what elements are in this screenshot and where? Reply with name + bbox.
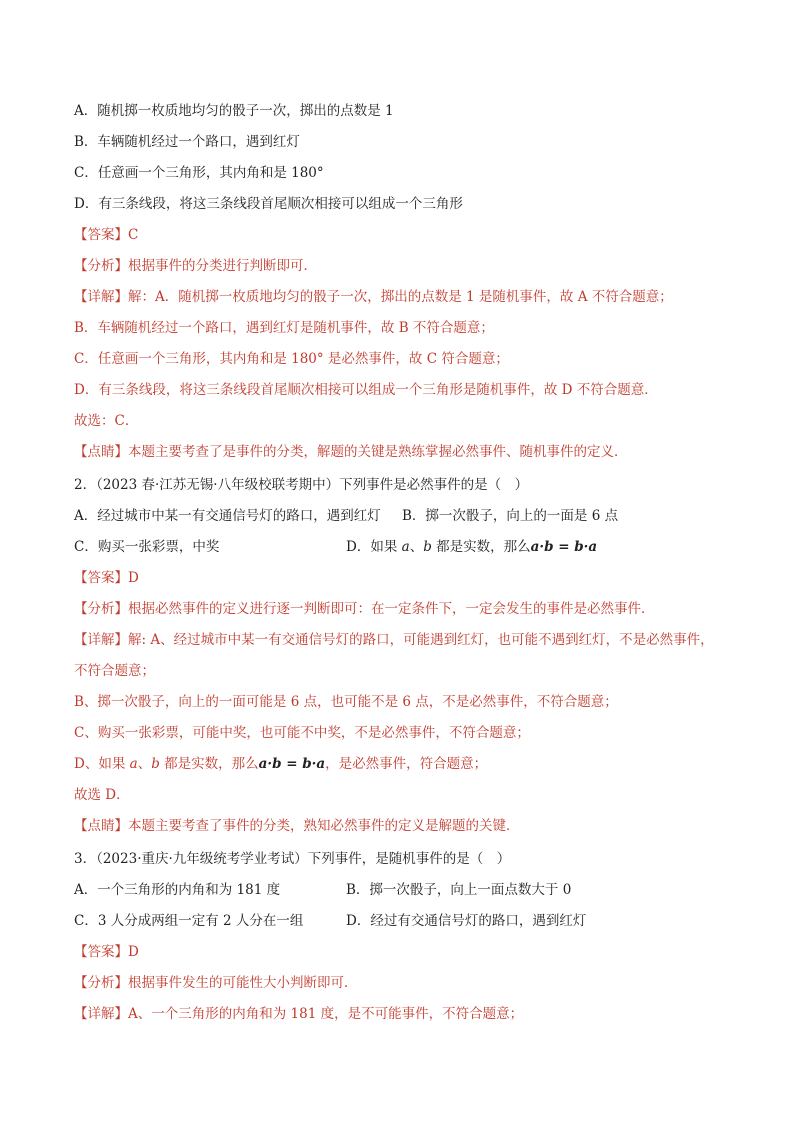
var-b: b: [151, 756, 160, 772]
q3-options-row-1: [74, 880, 734, 900]
q3-analysis: [74, 973, 734, 993]
q3-answer: [74, 942, 734, 962]
detail-tag: 【详解】: [74, 289, 128, 305]
analysis-text: 根据事件发生的可能性大小判断即可．: [128, 975, 358, 991]
q3-stem: 3．（2023·重庆·九年级统考学业考试）下列事件，是随机事件的是（ ）: [74, 851, 511, 867]
answer-tag: 【答案】: [74, 944, 128, 960]
q2-option-a: A．经过城市中某一有交通信号灯的路口，遇到红灯: [74, 508, 381, 524]
q2-options-row-1: [74, 506, 734, 526]
answer-tag: 【答案】: [74, 570, 128, 586]
detail-text: 解：A．随机掷一枚质地均匀的骰子一次，掷出的点数是 1 是随机事件，故 A 不符合题意；: [128, 289, 673, 305]
q2-comment: [74, 816, 734, 836]
analysis-tag: 【分析】: [74, 975, 128, 991]
formula: a·b = b·a: [530, 539, 598, 555]
q3-detail-line-1: [74, 1004, 734, 1024]
q1-detail-line-2: B．车辆随机经过一个路口，遇到红灯是随机事件，故 B 不符合题意；: [74, 320, 494, 336]
q2-detail-line-3: C、购买一张彩票，可能中奖，也可能不中奖，不是必然事件，不符合题意；: [74, 725, 530, 741]
q1-detail-line-3: C．任意画一个三角形，其内角和是 180° 是必然事件，故 C 符合题意；: [74, 351, 509, 367]
var-b: b: [423, 539, 432, 555]
q1-choose: 故选：C．: [74, 413, 139, 429]
q3-option-c: C．3 人分成两组一定有 2 人分在一组: [74, 913, 304, 929]
q2-choose: 故选 D．: [74, 787, 130, 803]
detail-text: A、一个三角形的内角和为 181 度，是不可能事件，不符合题意；: [128, 1006, 524, 1022]
var-a: a: [401, 539, 410, 555]
q3-option-d: D．经过有交通信号灯的路口，遇到红灯: [346, 913, 587, 929]
analysis-text: 根据事件的分类进行判断即可．: [128, 258, 317, 274]
detail-d-prefix: D、如果: [74, 756, 130, 772]
q2-stem: 2．（2023 春·江苏无锡·八年级校联考期中）下列事件是必然事件的是（ ）: [74, 477, 529, 493]
answer-value: C: [128, 227, 139, 243]
answer-value: D: [128, 570, 139, 586]
comment-text: 本题主要考查了是事件的分类，解题的关键是熟练掌握必然事件、随机事件的定义．: [128, 444, 628, 460]
comment-tag: 【点睛】: [74, 444, 128, 460]
answer-value: D: [128, 944, 139, 960]
q1-option-c: C．任意画一个三角形，其内角和是 180°: [74, 165, 324, 181]
q2-detail-line-1b: 不符合题意；: [74, 663, 155, 679]
answer-tag: 【答案】: [74, 227, 128, 243]
q2-detail-line-2: B、掷一次骰子，向上的一面可能是 6 点，也可能不是 6 点，不是必然事件，不符合题意；: [74, 694, 618, 710]
var-a: a: [129, 756, 138, 772]
q2-option-c: C．购买一张彩票，中奖: [74, 539, 220, 555]
q1-option-a: A．随机掷一枚质地均匀的骰子一次，掷出的点数是 1: [74, 103, 394, 119]
formula: a·b = b·a: [258, 756, 326, 772]
option-d-mid: 都是实数，那么: [431, 539, 531, 555]
comment-tag: 【点睛】: [74, 818, 128, 834]
analysis-tag: 【分析】: [74, 601, 128, 617]
q1-answer: [74, 225, 734, 245]
q1-analysis: [74, 256, 734, 276]
q2-option-b: B．掷一次骰子，向上的一面是 6 点: [402, 508, 619, 524]
q1-detail-line-1: [74, 287, 734, 307]
separator: 、: [409, 539, 424, 555]
q1-comment: [74, 442, 734, 462]
detail-text: 解: A、经过城市中某一有交通信号灯的路口，可能遇到红灯，也可能不遇到红灯，不是必然事件，: [128, 632, 714, 648]
q2-analysis: [74, 599, 734, 619]
analysis-tag: 【分析】: [74, 258, 128, 274]
q3-options-row-2: [74, 911, 734, 931]
detail-tag: 【详解】: [74, 1006, 128, 1022]
q1-detail-line-4: D．有三条线段，将这三条线段首尾顺次相接可以组成一个三角形是随机事件，故 D 不符合题意．: [74, 382, 658, 398]
q2-answer: [74, 568, 734, 588]
detail-d-mid: 都是实数，那么: [159, 756, 259, 772]
q2-options-row-2: [74, 537, 734, 557]
q1-option-b: B．车辆随机经过一个路口，遇到红灯: [74, 134, 300, 150]
q2-detail-line-4: [74, 754, 734, 774]
detail-tag: 【详解】: [74, 632, 128, 648]
q3-option-b: B．掷一次骰子，向上一面点数大于 0: [346, 882, 572, 898]
q2-option-d: [346, 537, 597, 557]
comment-text: 本题主要考查了事件的分类，熟知必然事件的定义是解题的关键．: [128, 818, 520, 834]
q3-option-a: A．一个三角形的内角和为 181 度: [74, 882, 281, 898]
analysis-text: 根据必然事件的定义进行逐一判断即可：在一定条件下，一定会发生的事件是必然事件．: [128, 601, 655, 617]
q2-detail-line-1: [74, 630, 734, 650]
separator: 、: [137, 756, 152, 772]
detail-d-suffix: ，是必然事件，符合题意；: [325, 756, 488, 772]
q1-option-d: D．有三条线段，将这三条线段首尾顺次相接可以组成一个三角形: [74, 196, 463, 212]
option-d-prefix: D．如果: [346, 539, 402, 555]
